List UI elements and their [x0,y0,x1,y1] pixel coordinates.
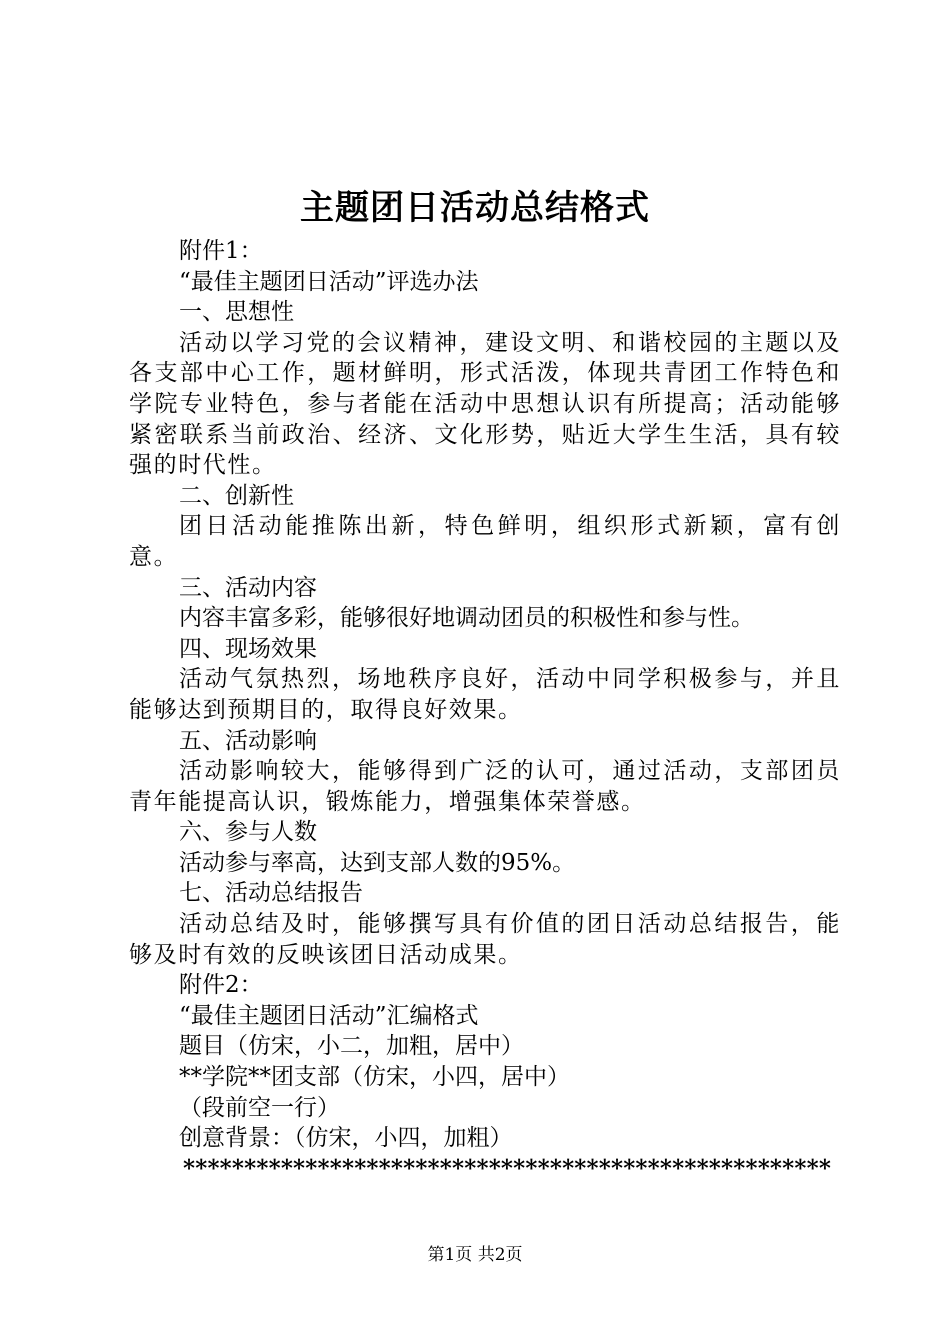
separator-line: ***************************************************** [183,1154,832,1182]
text-line: （段前空一行） [179,1094,340,1121]
text-line: 三、活动内容 [179,574,317,601]
page-footer: 第1页 共2页 [427,1245,523,1265]
text-line: 内容丰富多彩，能够很好地调动团员的积极性和参与性。 [179,605,754,632]
text-line: 六、参与人数 [179,819,317,846]
document-body [129,236,841,1184]
text-line: 创意背景：（仿宋，小四，加粗） [179,1125,513,1152]
text-line: 附件1： [179,238,263,264]
paragraph: 团日活动能推陈出新，特色鲜明，组织形式新颖，富有创意。 [129,513,841,570]
paragraph: 活动以学习党的会议精神，建设文明、和谐校园的主题以及各支部中心工作，题材鲜明，形式活泼，体现共青团工作特色和学院专业特色，参与者能在活动中思想认识有所提高；活动能够紧密联系当前政治、经济、文化形势，贴近大学生生活，具有较强的时代性。 [129,329,841,479]
text-line: 活动参与率高，达到支部人数的95%。 [179,849,576,876]
text-line: “最佳主题团日活动”汇编格式 [179,1002,479,1029]
text-line: **学院**团支部（仿宋，小四，居中） [179,1064,570,1091]
text-line: 一、思想性 [179,299,294,326]
paragraph: 活动影响较大，能够得到广泛的认可，通过活动，支部团员青年能提高认识，锻炼能力，增强集体荣誉感。 [129,758,841,815]
text-line: 附件2： [179,972,263,999]
text-line: 五、活动影响 [179,727,317,754]
paragraph: 活动气氛热烈，场地秩序良好，活动中同学积极参与，并且能够达到预期目的，取得良好效果。 [129,666,841,723]
document-title: 主题团日活动总结格式 [300,188,650,228]
text-line: 二、创新性 [179,482,294,509]
text-line: 题目（仿宋，小二，加粗，居中） [179,1033,524,1060]
paragraph: 活动总结及时，能够撰写具有价值的团日活动总结报告，能够及时有效的反映该团日活动成果。 [129,911,841,968]
text-line: 四、现场效果 [179,635,317,662]
text-line: 七、活动总结报告 [179,880,363,907]
text-line: “最佳主题团日活动”评选办法 [179,268,479,295]
